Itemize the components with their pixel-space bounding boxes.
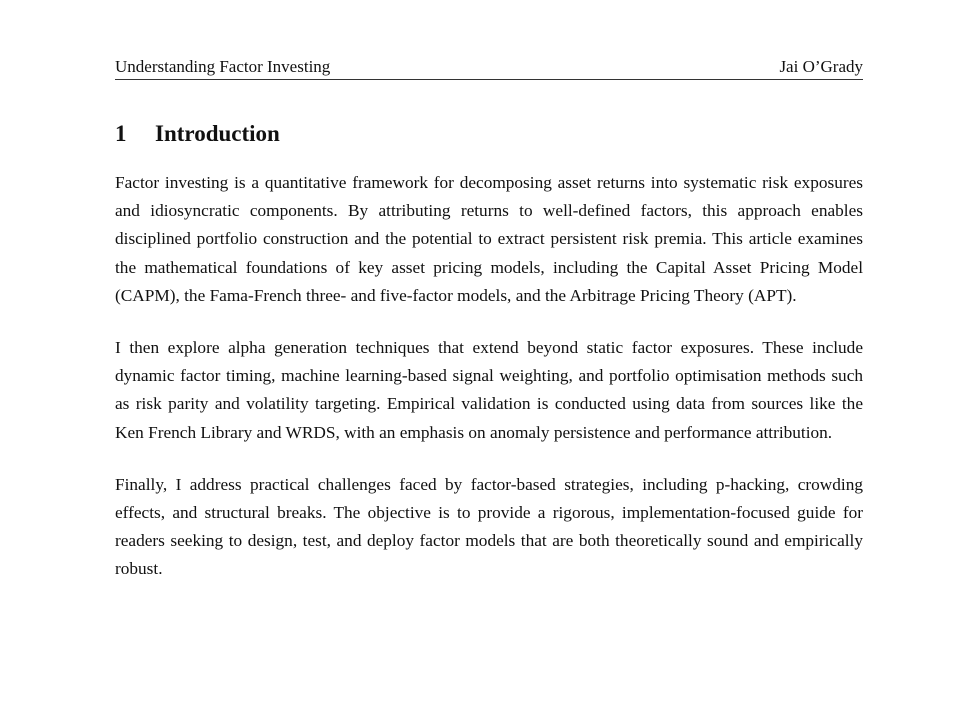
running-header <box>115 53 863 80</box>
section-heading <box>115 120 280 148</box>
paragraph-1: Factor investing is a quantitative framework for decomposing asset returns into systematic risk exposures and idiosyncratic components. By attributing returns to well-defined factors, this approach enables disciplined portfolio construction and the potential to extract persistent risk premia. This article examines the mathematical foundations of key asset pricing models, including the Capital Asset Pricing Model (CAPM), the Fama-French three- and five-factor models, and the Arbitrage Pricing Theory (APT). <box>115 173 863 305</box>
paragraph-2: I then explore alpha generation techniques that extend beyond static factor exposures. These include dynamic factor timing, machine learning-based signal weighting, and portfolio optimisation methods such as risk parity and volatility targeting. Empirical validation is conducted using data from sources like the Ken French Library and WRDS, with an emphasis on anomaly persistence and performance attribution. <box>115 338 863 442</box>
header-title: Understanding Factor Investing <box>115 57 331 76</box>
header-author: Jai O’Grady <box>779 57 863 76</box>
document-page <box>115 0 863 701</box>
section-number: 1 <box>115 121 127 146</box>
paragraph-3: Finally, I address practical challenges faced by factor-based strategies, including p-hacking, crowding effects, and structural breaks. The objective is to provide a rigorous, implementation-focused guide for readers seeking to design, test, and deploy factor models that are both theoretically sound and empirically robust. <box>115 474 863 579</box>
section-title: Introduction <box>155 121 280 146</box>
section-body <box>115 169 863 608</box>
